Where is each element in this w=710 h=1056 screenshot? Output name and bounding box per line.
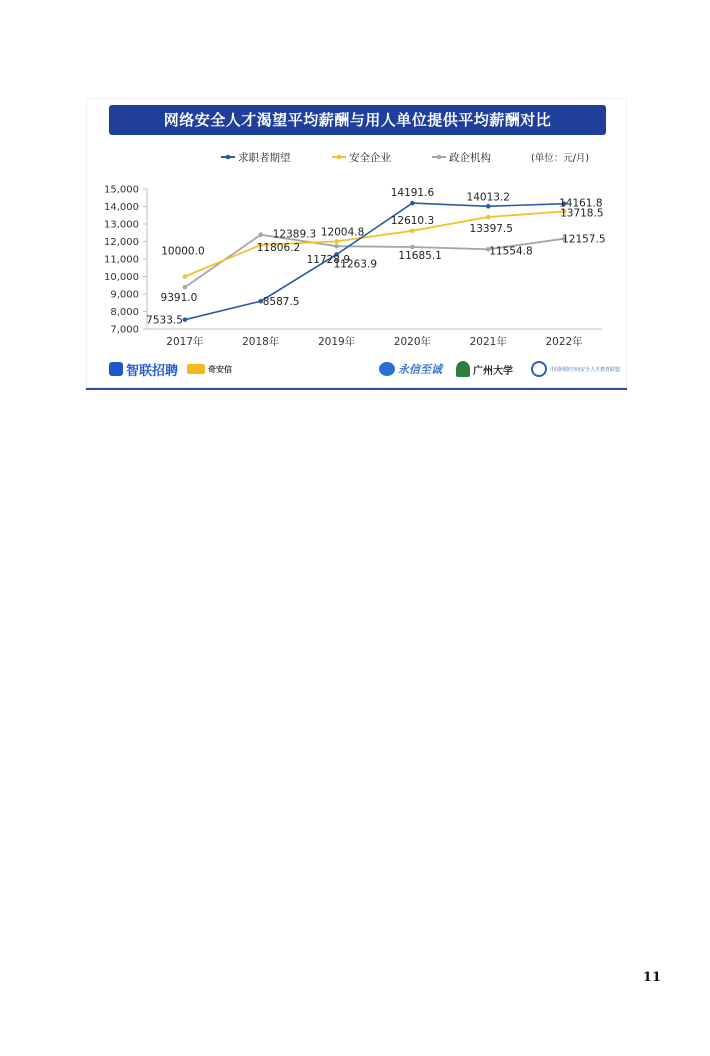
data-point bbox=[410, 201, 415, 206]
x-tick-label: 2018年 bbox=[242, 336, 280, 348]
qianxin-logo-text: 奇安信 bbox=[208, 364, 232, 374]
yongxin-logo-text: 永信至诚 bbox=[398, 363, 442, 376]
chart-title: 网络安全人才渴望平均薪酬与用人单位提供平均薪酬对比 bbox=[109, 105, 606, 135]
qianxin-logo bbox=[187, 359, 232, 379]
data-label: 12004.8 bbox=[320, 226, 365, 239]
alliance-logo bbox=[531, 359, 620, 379]
data-label: 11728.9 bbox=[306, 254, 351, 267]
line-chart bbox=[87, 99, 626, 357]
logo-bar bbox=[87, 357, 626, 381]
alliance-logo-text: 中国网络空间安全人才教育联盟 bbox=[550, 366, 621, 373]
data-point bbox=[486, 215, 491, 220]
data-label: 12389.3 bbox=[272, 228, 317, 241]
x-tick-label: 2020年 bbox=[393, 336, 432, 348]
data-label: 14013.2 bbox=[466, 191, 510, 204]
data-label: 14191.6 bbox=[390, 187, 435, 200]
gzhu-logo bbox=[456, 359, 513, 379]
y-tick-label: 9,000 bbox=[110, 289, 139, 301]
data-label: 13397.5 bbox=[469, 223, 513, 236]
y-tick-label: 12,000 bbox=[104, 237, 139, 248]
zhilian-logo-text: 智联招聘 bbox=[126, 363, 179, 379]
legend-swatch-marker bbox=[226, 155, 231, 160]
y-tick-label: 14,000 bbox=[104, 202, 139, 213]
y-tick-label: 8,000 bbox=[110, 307, 139, 318]
data-label: 11263.9 bbox=[333, 258, 378, 271]
data-label: 10000.0 bbox=[161, 245, 205, 258]
zhilian-logo bbox=[109, 359, 178, 379]
data-point bbox=[334, 244, 339, 249]
data-label: 11806.2 bbox=[256, 241, 301, 254]
legend-swatch-marker bbox=[437, 155, 442, 160]
legend-label: 安全企业 bbox=[349, 152, 391, 164]
page-number: 11 bbox=[642, 970, 661, 985]
data-label: 9391.0 bbox=[160, 292, 198, 305]
data-label: 11685.1 bbox=[398, 250, 442, 263]
gzhu-logo-text: 广州大学 bbox=[473, 365, 513, 377]
legend-label: 求职者期望 bbox=[238, 152, 291, 164]
data-label: 12157.5 bbox=[562, 233, 606, 246]
zhilian-logo-icon bbox=[109, 362, 123, 376]
data-point bbox=[183, 274, 188, 279]
yongxin-logo bbox=[379, 359, 442, 379]
y-tick-label: 15,000 bbox=[104, 184, 139, 196]
legend-swatch-marker bbox=[337, 155, 342, 160]
legend-label: 政企机构 bbox=[449, 152, 491, 164]
y-tick-label: 7,000 bbox=[110, 324, 139, 336]
y-tick-label: 11,000 bbox=[104, 254, 139, 266]
x-tick-label: 2017年 bbox=[166, 336, 204, 348]
data-point bbox=[334, 239, 339, 244]
gzhu-logo-icon bbox=[456, 361, 470, 377]
data-label: 12610.3 bbox=[390, 214, 435, 227]
x-tick-label: 2019年 bbox=[317, 336, 356, 348]
data-point bbox=[486, 204, 491, 209]
data-point bbox=[258, 232, 263, 237]
data-point bbox=[183, 285, 188, 290]
data-point bbox=[410, 245, 415, 250]
unit-note: (单位：元/月) bbox=[531, 153, 590, 164]
data-label: 7533.5 bbox=[146, 314, 183, 327]
data-label: 13718.5 bbox=[560, 207, 604, 220]
data-point bbox=[183, 317, 188, 322]
data-label: 11554.8 bbox=[489, 245, 533, 258]
data-label: 14161.8 bbox=[559, 197, 603, 210]
qianxin-logo-icon bbox=[187, 364, 205, 374]
chart-figure bbox=[86, 98, 627, 388]
data-point bbox=[410, 229, 415, 234]
y-tick-label: 13,000 bbox=[104, 219, 139, 231]
alliance-logo-icon bbox=[531, 361, 547, 377]
x-tick-label: 2021年 bbox=[469, 336, 507, 348]
yongxin-logo-icon bbox=[379, 362, 395, 376]
y-tick-label: 10,000 bbox=[104, 272, 139, 283]
x-tick-label: 2022年 bbox=[545, 336, 583, 348]
data-label: 8587.5 bbox=[262, 296, 300, 309]
